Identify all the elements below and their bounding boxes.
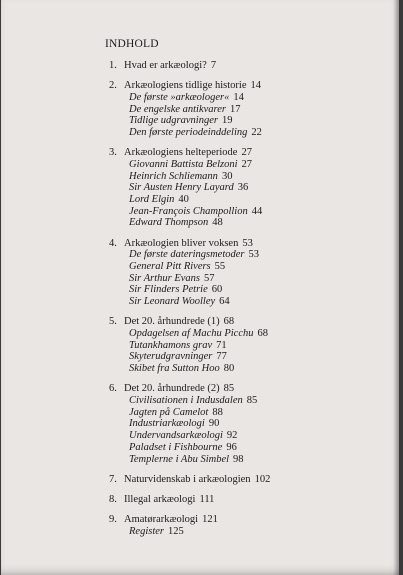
chapter-title: Arkæologiens helteperiode [124, 147, 238, 159]
subsection-page-number: 27 [241, 158, 252, 170]
subsection-title: Opdagelsen af Machu Picchu [129, 328, 254, 340]
chapter-title: Illegal arkæologi [124, 494, 196, 505]
subsection-item [129, 454, 389, 466]
subsection-list [109, 92, 389, 139]
subsection-page-number: 96 [226, 441, 237, 453]
toc-chapter [109, 383, 389, 465]
chapter-line [109, 383, 389, 395]
page-title: INDHOLD [105, 38, 159, 50]
chapter-page-number: 68 [223, 316, 235, 328]
subsection-page-number: 40 [178, 194, 189, 206]
toc-chapter [109, 514, 389, 537]
chapter-title: Det 20. århundrede (1) [124, 316, 220, 328]
subsection-page-number: 71 [216, 339, 227, 351]
subsection-item [129, 127, 389, 139]
subsection-title: Sir Leonard Woolley [129, 296, 216, 308]
chapter-page-number: 85 [223, 383, 235, 395]
chapter-page-number: 27 [241, 147, 252, 159]
subsection-page-number: 98 [233, 453, 244, 465]
subsection-item [129, 418, 389, 430]
subsection-item [129, 363, 389, 375]
chapter-number: 1. [109, 60, 117, 71]
toc-chapter [109, 60, 389, 72]
toc-chapter [109, 474, 389, 486]
subsection-item [129, 104, 389, 116]
subsection-item [129, 115, 389, 127]
subsection-page-number: 48 [212, 217, 223, 229]
chapter-number: 5. [109, 316, 117, 328]
subsection-title: Lord Elgin [129, 194, 175, 206]
subsection-page-number: 85 [246, 395, 258, 407]
chapter-number: 2. [109, 80, 117, 92]
subsection-page-number: 55 [214, 261, 226, 273]
toc-chapter [109, 147, 389, 229]
subsection-title: Paladset i Fishbourne [129, 441, 223, 453]
subsection-page-number: 19 [221, 115, 233, 127]
chapter-title: Amatørarkæologi [124, 514, 199, 526]
book-page [1, 0, 399, 575]
subsection-item [129, 340, 389, 352]
chapter-title: Hvad er arkæologi? [124, 60, 207, 71]
chapter-line [109, 514, 389, 526]
subsection-page-number: 92 [226, 430, 238, 442]
chapter-line [109, 80, 389, 92]
toc-chapter [109, 316, 389, 375]
subsection-item [129, 395, 389, 407]
subsection-item [129, 206, 389, 218]
subsection-page-number: 125 [168, 525, 184, 537]
subsection-title: Edward Thompson [129, 217, 209, 229]
chapter-title: Det 20. århundrede (2) [124, 383, 220, 395]
subsection-title: Jean-François Champollion [129, 205, 248, 217]
chapter-title: Arkæologiens tidlige historie [124, 80, 247, 92]
subsection-title: Jagten på Camelot [129, 406, 209, 418]
subsection-title: De engelske antikvarer [129, 103, 226, 115]
chapter-number: 8. [109, 494, 117, 505]
chapter-number: 6. [109, 383, 117, 395]
chapter-line [109, 60, 389, 72]
subsection-item [129, 92, 389, 104]
table-of-contents [109, 60, 389, 546]
chapter-line [109, 316, 389, 328]
subsection-title: De første »arkæologer« [129, 91, 230, 103]
subsection-page-number: 30 [221, 170, 233, 182]
subsection-title: Sir Flinders Petrie [129, 284, 208, 296]
subsection-title: Undervandsarkæologi [129, 430, 223, 442]
subsection-item [129, 273, 389, 285]
toc-chapter [109, 494, 389, 506]
subsection-item [129, 249, 389, 261]
subsection-list [109, 159, 389, 229]
toc-chapter [109, 238, 389, 308]
subsection-item [129, 261, 389, 273]
subsection-item [129, 296, 389, 308]
chapter-page-number: 14 [250, 80, 261, 92]
subsection-list [109, 249, 389, 308]
subsection-page-number: 57 [203, 272, 215, 284]
subsection-title: Den første periodeinddeling [129, 127, 248, 139]
subsection-item [129, 328, 389, 340]
chapter-line [109, 238, 389, 250]
subsection-page-number: 17 [230, 103, 241, 115]
subsection-title: Industriarkæologi [129, 418, 205, 430]
chapter-page-number: 53 [242, 237, 253, 249]
chapter-number: 4. [109, 237, 117, 249]
subsection-item [129, 442, 389, 454]
subsection-title: Tidlige udgravninger [129, 115, 218, 127]
chapter-number: 9. [109, 514, 117, 526]
subsection-title: De første dateringsmetoder [129, 249, 245, 261]
subsection-page-number: 44 [251, 205, 263, 217]
subsection-title: Skyterudgravninger [129, 351, 213, 363]
chapter-number: 3. [109, 147, 117, 159]
subsection-page-number: 60 [211, 284, 223, 296]
toc-chapter [109, 80, 389, 139]
subsection-page-number: 53 [248, 249, 259, 261]
chapter-line [109, 474, 389, 486]
chapter-page-number: 121 [202, 514, 218, 526]
subsection-title: Skibet fra Sutton Hoo [129, 363, 220, 375]
subsection-item [129, 351, 389, 363]
subsection-page-number: 80 [223, 363, 235, 375]
subsection-page-number: 77 [216, 351, 227, 363]
subsection-title: Templerne i Abu Simbel [129, 453, 230, 465]
subsection-title: Tutankhamons grav [129, 339, 213, 351]
chapter-page-number: 7 [210, 60, 217, 71]
subsection-title: General Pitt Rivers [129, 261, 211, 273]
subsection-title: Sir Austen Henry Layard [129, 182, 234, 194]
subsection-item [129, 159, 389, 171]
chapter-title: Arkæologien bliver voksen [124, 237, 239, 249]
subsection-item [129, 217, 389, 229]
subsection-item [129, 407, 389, 419]
chapter-title: Naturvidenskab i arkæologien [124, 473, 251, 485]
subsection-item [129, 171, 389, 183]
chapter-page-number: 111 [199, 494, 215, 505]
chapter-line [109, 494, 389, 506]
subsection-page-number: 88 [212, 406, 223, 418]
subsection-title: Register [129, 525, 164, 537]
subsection-list [109, 526, 389, 538]
subsection-list [109, 328, 389, 375]
subsection-title: Heinrich Schliemann [129, 170, 218, 182]
subsection-title: Civilisationen i Indusdalen [129, 395, 243, 407]
subsection-item [129, 284, 389, 296]
subsection-page-number: 68 [257, 328, 269, 340]
chapter-line [109, 147, 389, 159]
subsection-page-number: 14 [233, 91, 244, 103]
subsection-page-number: 90 [208, 418, 220, 430]
subsection-item [129, 526, 389, 538]
subsection-item [129, 182, 389, 194]
subsection-title: Giovanni Battista Belzoni [129, 158, 238, 170]
subsection-item [129, 430, 389, 442]
chapter-number: 7. [109, 473, 117, 485]
subsection-page-number: 22 [251, 127, 262, 139]
subsection-title: Sir Arthur Evans [129, 272, 200, 284]
subsection-list [109, 395, 389, 465]
subsection-page-number: 36 [237, 182, 249, 194]
subsection-page-number: 64 [219, 296, 230, 308]
subsection-item [129, 194, 389, 206]
chapter-page-number: 102 [254, 473, 271, 485]
